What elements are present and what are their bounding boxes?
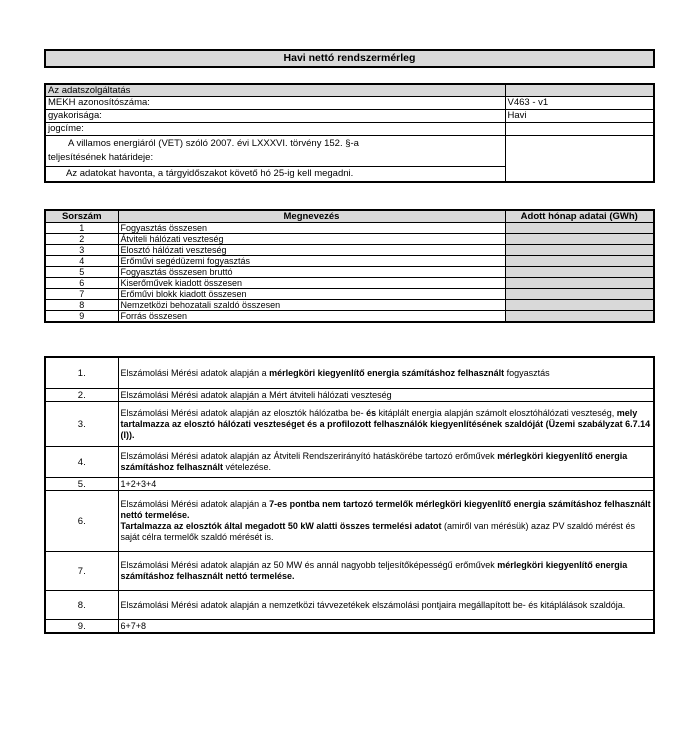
row-value-input[interactable]: [505, 223, 654, 234]
note-text-part: Elszámolási Mérési adatok alapján a: [120, 367, 270, 378]
row-name: Nemzetközi behozatali szaldó összesen: [118, 300, 505, 311]
row-number: 8: [45, 300, 118, 311]
note-number: 1.: [45, 357, 118, 389]
note-row: [45, 402, 654, 447]
table-row: [45, 223, 654, 234]
meta-label: MEKH azonosítószáma:: [45, 97, 505, 110]
row-name: Kiserőművek kiadott összesen: [118, 278, 505, 289]
note-text-bold: és: [366, 407, 377, 418]
note-number: 5.: [45, 478, 118, 491]
table-row: [45, 234, 654, 245]
note-row: [45, 552, 654, 591]
note-text-part: Elszámolási Mérési adatok alapján a nemzetközi távvezetékek elszámolási pontjaira megállapított be- és kitáplálások szaldója.: [120, 599, 626, 610]
note-text-part: fogyasztás: [504, 367, 550, 378]
note-text-bold: mérlegköri kiegyenlítő energia számításhoz felhasznált: [269, 367, 505, 378]
row-value-input[interactable]: [505, 256, 654, 267]
table-row: [45, 245, 654, 256]
note-text: [118, 402, 654, 447]
row-value-input[interactable]: [505, 289, 654, 300]
deadline-text: Az adatokat havonta, a tárgyidőszakot követő hó 25-ig kell megadni.: [45, 167, 505, 183]
note-text: [118, 389, 654, 402]
row-name: Erőművi segédüzemi fogyasztás: [118, 256, 505, 267]
note-text-bold: mérlegköri kiegyenlítő energia számításhoz felhasznált nettó termelése.: [120, 560, 628, 581]
table-row: [45, 256, 654, 267]
note-text-part: 1+2+3+4: [120, 478, 157, 489]
row-value-input[interactable]: [505, 278, 654, 289]
table-row: [45, 289, 654, 300]
meta-row: [45, 97, 654, 110]
note-text: [118, 478, 654, 491]
row-number: 5: [45, 267, 118, 278]
meta-legal-value: [505, 136, 654, 183]
note-row: [45, 357, 654, 389]
meta-value: Havi: [505, 110, 654, 123]
note-text-part: (amiről van mérésük) azaz PV szaldó mérést és saját célra termelők szaldó mérését is.: [120, 521, 636, 542]
row-number: 7: [45, 289, 118, 300]
row-value-input[interactable]: [505, 300, 654, 311]
meta-value: [505, 123, 654, 136]
note-row: [45, 491, 654, 552]
row-number: 2: [45, 234, 118, 245]
row-number: 4: [45, 256, 118, 267]
table-row: [45, 267, 654, 278]
note-row: [45, 478, 654, 491]
notes-table: [44, 356, 655, 634]
note-number: 7.: [45, 552, 118, 591]
meta-header-value: [505, 84, 654, 97]
note-row: [45, 447, 654, 478]
row-name: Erőművi blokk kiadott összesen: [118, 289, 505, 300]
meta-row: [45, 110, 654, 123]
note-text: [118, 491, 654, 552]
col-header-number: Sorszám: [45, 210, 118, 223]
meta-header-row: [45, 84, 654, 97]
note-number: 3.: [45, 402, 118, 447]
row-number: 3: [45, 245, 118, 256]
note-number: 2.: [45, 389, 118, 402]
meta-row: [45, 123, 654, 136]
row-value-input[interactable]: [505, 267, 654, 278]
meta-header-label: Az adatszolgáltatás: [45, 84, 505, 97]
row-name: Elosztó hálózati veszteség: [118, 245, 505, 256]
meta-value: V463 - v1: [505, 97, 654, 110]
meta-legal-row: [45, 136, 654, 167]
table-row: [45, 311, 654, 323]
note-row: [45, 389, 654, 402]
note-text-part: Elszámolási Mérési adatok alapján a Mért átviteli hálózati veszteség: [120, 389, 392, 400]
note-row: [45, 591, 654, 620]
note-text-part: Elszámolási Mérési adatok alapján a: [120, 499, 270, 509]
meta-legal-cell: [45, 136, 505, 167]
note-number: 6.: [45, 491, 118, 552]
note-text-part: Elszámolási Mérési adatok alapján az elosztók hálózatba be-: [120, 407, 367, 418]
deadline-label: teljesítésének határideje:: [48, 152, 154, 163]
note-text-bold: Tartalmazza az elosztók által megadott 50 kW alatti összes termelési adatot: [120, 521, 442, 531]
note-text: [118, 620, 654, 634]
note-text-bold: mérlegköri kiegyenlítő energia számításhoz felhasznált: [120, 451, 628, 472]
table-row: [45, 300, 654, 311]
meta-label: jogcíme:: [45, 123, 505, 136]
note-number: 8.: [45, 591, 118, 620]
row-number: 6: [45, 278, 118, 289]
page-title: Havi nettó rendszermérleg: [44, 49, 655, 68]
row-name: Forrás összesen: [118, 311, 505, 323]
note-text-part: kitáplált energia alapján számolt elosztóhálózati veszteség,: [376, 407, 617, 418]
legal-basis-text: A villamos energiáról (VET) szóló 2007. évi LXXXVI. törvény 152. §-a: [68, 138, 359, 149]
note-row: [45, 620, 654, 634]
row-value-input[interactable]: [505, 234, 654, 245]
meta-table: [44, 83, 655, 183]
note-text-part: 6+7+8: [120, 620, 147, 631]
note-text-bold: 7-es pontba nem tartozó termelők mérlegköri kiegyenlítő energia számításhoz felhasznált nettó termelése.: [120, 499, 651, 520]
note-text-bold: mely tartalmazza az elosztó hálózati veszteséget és a profilozott felhasználók kiegyenlítésének szaldóját (Üzemi szabályzat 6.7.14 (I)).: [120, 407, 651, 440]
note-text-part: Elszámolási Mérési adatok alapján az 50 MW és annál nagyobb teljesítőképességű erőművek: [120, 560, 498, 570]
note-number: 4.: [45, 447, 118, 478]
note-text: [118, 552, 654, 591]
notes-table-body: [45, 357, 654, 633]
note-text: [118, 591, 654, 620]
meta-label: gyakorisága:: [45, 110, 505, 123]
row-number: 1: [45, 223, 118, 234]
row-name: Átviteli hálózati veszteség: [118, 234, 505, 245]
note-text-part: vételezése.: [223, 462, 272, 472]
row-value-input[interactable]: [505, 311, 654, 323]
row-value-input[interactable]: [505, 245, 654, 256]
note-text: [118, 447, 654, 478]
data-table-body: [45, 223, 654, 323]
row-name: Fogyasztás összesen: [118, 223, 505, 234]
note-text-part: Elszámolási Mérési adatok alapján az Átviteli Rendszerirányító hatáskörébe tartozó erőművek: [120, 451, 498, 461]
col-header-name: Megnevezés: [118, 210, 505, 223]
note-number: 9.: [45, 620, 118, 634]
col-header-value: Adott hónap adatai (GWh): [505, 210, 654, 223]
row-name: Fogyasztás összesen bruttó: [118, 267, 505, 278]
table-row: [45, 278, 654, 289]
data-header-row: [45, 210, 654, 223]
row-number: 9: [45, 311, 118, 323]
note-text: [118, 357, 654, 389]
data-table: [44, 209, 655, 323]
